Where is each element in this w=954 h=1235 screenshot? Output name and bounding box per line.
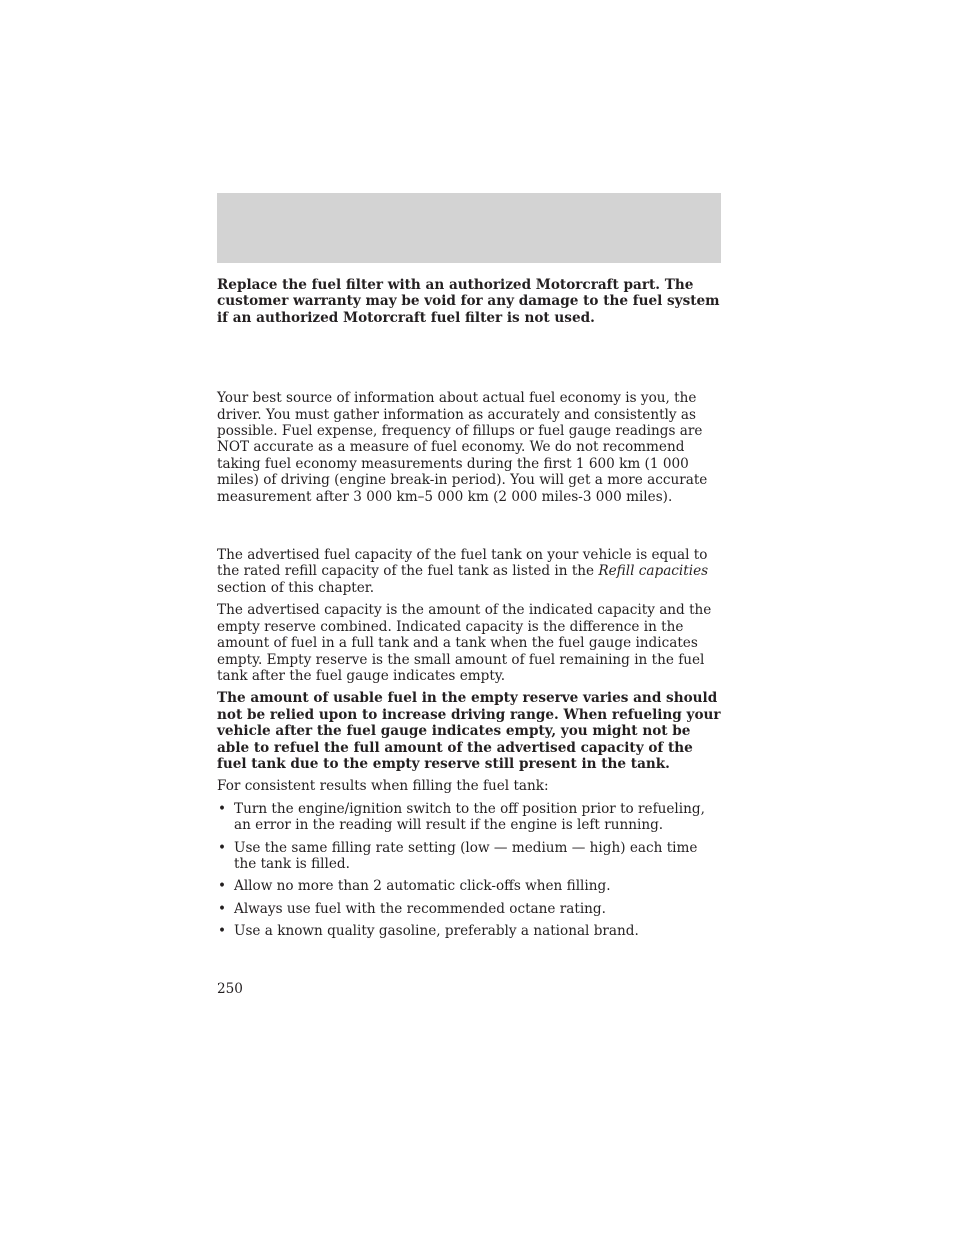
filling-tips-list [217,801,721,940]
capacity-text-before: The advertised fuel capacity of the fuel tank on your vehicle is equal to the rated refill capacity of the fuel tank as listed in the [217,547,708,580]
fuel-filter-warning: Replace the fuel filter with an authorized Motorcraft part. The customer warranty may be void for any damage to the fuel system if an authorized Motorcraft fuel filter is not used. [217,277,720,326]
bullet-icon: • [218,839,227,856]
section-header-band [217,193,721,263]
bullet-icon: • [218,923,227,940]
fuel-economy-paragraph: Your best source of information about actual fuel economy is you, the driver. You must gather information as accurately and consistently as possible. Fuel expense, frequency of fillups or fuel gauge readings are NOT accurate as a measure of fuel economy. We do not recommend taking fuel economy measurements during the first 1 600 km (1 000 miles) of driving (engine break-in period). You will get a more accurate measurement after 3 000 km–5 000 km (2 000 miles-3 000 miles). [217,390,708,505]
list-item [217,901,721,917]
list-item-text: Use the same filling rate setting (low — medium — high) each time the tank is filled. [234,839,698,872]
consistent-results-intro: For consistent results when filling the fuel tank: [217,778,549,795]
bullet-icon: • [218,878,227,895]
spacer [217,511,721,547]
bullet-icon: • [218,900,227,917]
spacer [217,332,721,390]
refill-capacities-reference: Refill capacities [598,563,709,580]
empty-reserve-warning: The amount of usable fuel in the empty reserve varies and should not be relied upon to increase driving range. When refueling your vehicle after the fuel gauge indicates empty, you might not be able to refuel the full amount of the advertised capacity of the fuel tank due to the empty reserve still present in the tank. [217,690,721,772]
list-item-text: Use a known quality gasoline, preferably a national brand. [234,923,639,940]
list-item [217,923,721,939]
list-item-text: Allow no more than 2 automatic click-offs when filling. [234,878,611,895]
list-item [217,878,721,894]
list-item [217,840,721,873]
page-content [217,277,721,946]
empty-reserve-paragraph: The advertised capacity is the amount of the indicated capacity and the empty reserve combined. Indicated capacity is the difference in the amount of fuel in a full tank and a tank when the fuel gauge indicates empty. Empty reserve is the small amount of fuel remaining in the fuel tank after the fuel gauge indicates empty. [217,602,712,684]
page-number: 250 [217,981,243,997]
list-item-text: Turn the engine/ignition switch to the off position prior to refueling, an error in the reading will result if the engine is left running. [234,800,705,834]
list-item [217,801,721,834]
list-item-text: Always use fuel with the recommended octane rating. [234,900,606,917]
fuel-capacity-paragraph [217,547,721,596]
capacity-text-after: section of this chapter. [217,579,375,596]
bullet-icon: • [218,800,227,817]
